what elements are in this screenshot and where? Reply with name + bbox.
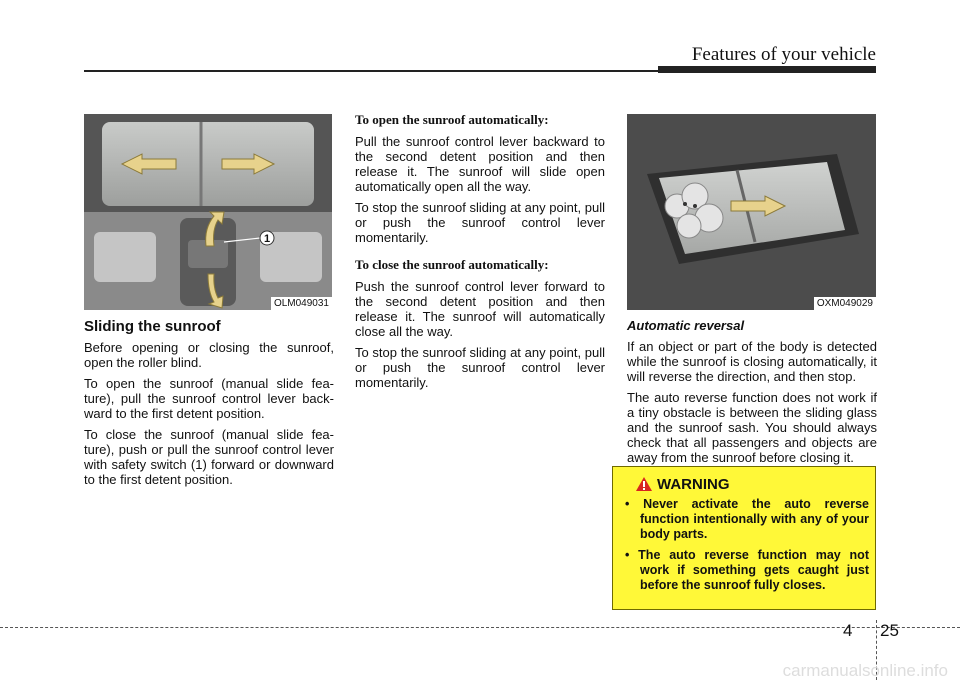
paragraph: To close the sunroof (manual slide fea-ture), push or pull the sunroof control lever with safety switch (1) forward or downward to the first detent position.: [84, 427, 334, 487]
sunroof-control-image: [84, 114, 332, 310]
left-column: [84, 318, 334, 493]
paragraph: The auto reverse function does not work if a tiny obstacle is between the sliding glass and the sunroof sash. You should always check that all passengers and objects are away from the sunroof before closing it.: [627, 390, 877, 465]
header-rule: [84, 70, 658, 72]
page-number: 25: [880, 621, 899, 640]
chapter-number: 4: [843, 621, 853, 640]
image-code: OXM049029: [814, 297, 876, 310]
callout-number: 1: [263, 233, 271, 245]
warning-title: WARNING: [657, 476, 730, 493]
image-code: OLM049031: [271, 297, 332, 310]
warning-item-text: The auto reverse function may not work if something gets caught just before the sunroof fully closes.: [638, 548, 869, 592]
warning-box: [612, 466, 876, 610]
sunroof-control-illustration: [84, 114, 332, 310]
paragraph: If an object or part of the body is detected while the sunroof is closing automatically, it will reverse the direction, and then stop.: [627, 339, 877, 384]
subheading: Automatic reversal: [627, 318, 745, 333]
header-bar: [658, 66, 876, 73]
auto-reversal-image: [627, 114, 876, 310]
paragraph: To open the sunroof (manual slide fea-ture), pull the sunroof control lever back-ward to the first detent position.: [84, 376, 334, 421]
auto-reversal-illustration: [627, 114, 876, 310]
header-title: Features of your vehicle: [691, 44, 876, 65]
paragraph: To stop the sunroof sliding at any point, pull or push the sunroof control lever momentarily.: [355, 200, 605, 245]
warning-item: • Never activate the auto reverse function intentionally with any of your body parts.: [625, 497, 869, 541]
footer-rule: [0, 627, 960, 628]
paragraph: Pull the sunroof control lever backward to the second detent position and then release it. The sunroof will slide open automatically open all the way.: [355, 134, 605, 194]
subheading: To open the sunroof automatically:: [355, 112, 549, 127]
paragraph: Before opening or closing the sunroof, open the roller blind.: [84, 340, 334, 370]
warning-item: • The auto reverse function may not work if something gets caught just before the sunroof fully closes.: [625, 548, 869, 592]
warning-icon: [635, 476, 653, 492]
watermark: carmanualsonline.info: [782, 661, 948, 680]
middle-column: [355, 112, 605, 396]
right-column: [627, 318, 877, 471]
warning-item-text: Never activate the auto reverse function intentionally with any of your body parts.: [640, 497, 869, 541]
section-heading: Sliding the sunroof: [84, 318, 221, 335]
warning-list: [625, 497, 869, 599]
paragraph: Push the sunroof control lever forward to the second detent position and then release it. The sunroof will automatically close all the way.: [355, 279, 605, 339]
subheading: To close the sunroof automatically:: [355, 257, 549, 272]
paragraph: To stop the sunroof sliding at any point, pull or push the sunroof control lever momentarily.: [355, 345, 605, 390]
